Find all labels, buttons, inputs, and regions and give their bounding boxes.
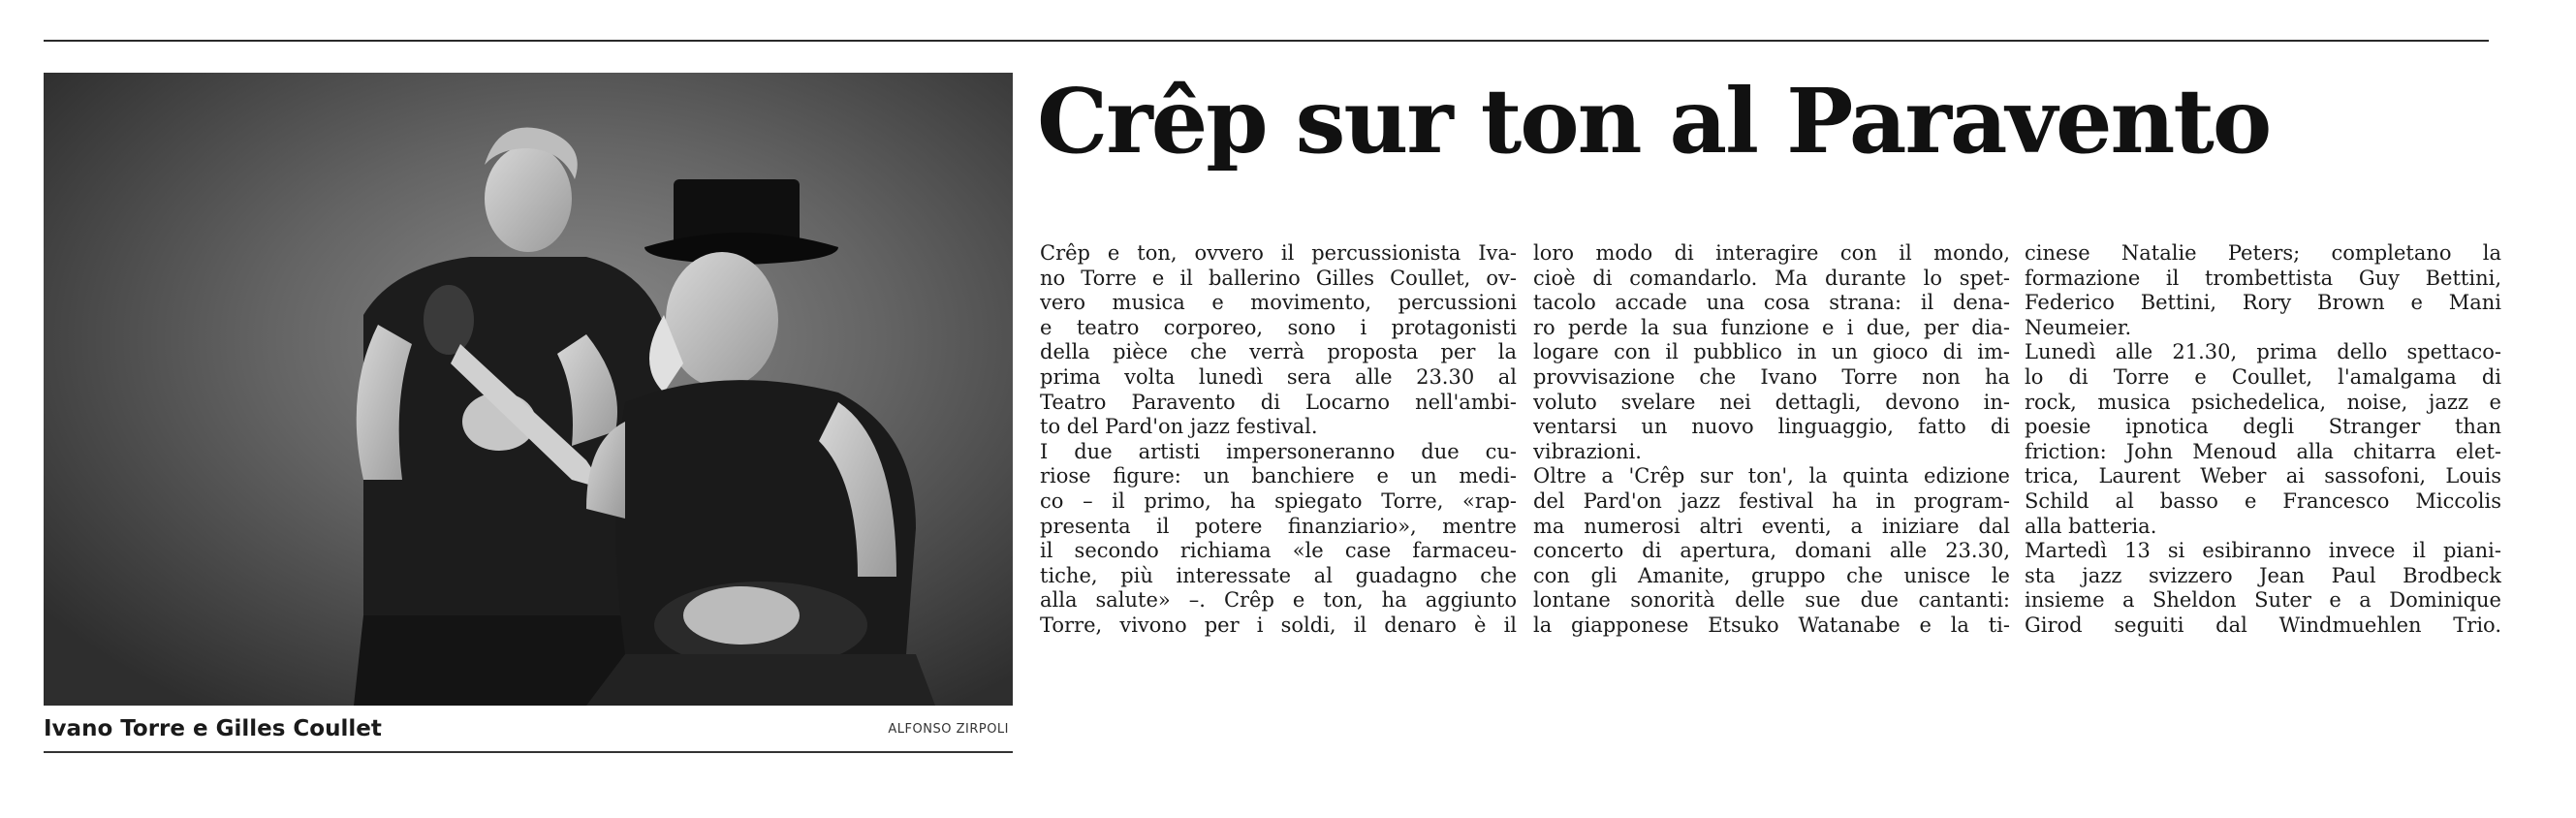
- text-line: Lunedì alle 21.30, prima dello spettaco-: [2025, 340, 2501, 364]
- text-line: presenta il potere finanziario», mentre: [1040, 514, 1517, 538]
- text-line: Martedì 13 si esibiranno invece il piani-: [2025, 539, 2501, 563]
- text-line: cinese Natalie Peters; completano la: [2025, 241, 2501, 265]
- text-line: vero musica e movimento, percussioni: [1040, 291, 1517, 315]
- text-line: Neumeier.: [2025, 315, 2132, 339]
- text-line: no Torre e il ballerino Gilles Coullet, ov-: [1040, 266, 1517, 290]
- photo-caption-row: [44, 713, 1013, 746]
- text-line: Federico Bettini, Rory Brown e Mani: [2025, 291, 2501, 315]
- text-line: Schild al basso e Francesco Miccolis: [2025, 488, 2501, 513]
- text-line: insieme a Sheldon Suter e a Dominique: [2025, 588, 2501, 613]
- text-line: trica, Laurent Weber ai sassofoni, Louis: [2025, 464, 2501, 488]
- text-line: la giapponese Etsuko Watanabe e la ti-: [1533, 613, 2010, 637]
- photo-caption: Ivano Torre e Gilles Coullet: [44, 716, 382, 741]
- caption-rule: [44, 751, 1013, 753]
- text-line: poesie ipnotica degli Stranger than: [2025, 415, 2501, 439]
- text-line: ventarsi un nuovo linguaggio, fatto di: [1533, 415, 2010, 439]
- text-line: Oltre a 'Crêp sur ton', la quinta edizione: [1533, 464, 2010, 488]
- text-line: alla batteria.: [2025, 514, 2157, 538]
- text-line: prima volta lunedì sera alle 23.30 al: [1040, 364, 1517, 389]
- text-line: concerto di apertura, domani alle 23.30,: [1533, 539, 2010, 563]
- text-line: Crêp e ton, ovvero il percussionista Iva-: [1040, 241, 1517, 265]
- text-line: ma numerosi altri eventi, a iniziare dal: [1533, 514, 2010, 538]
- text-line: voluto svelare nei dettagli, devono in-: [1533, 390, 2010, 414]
- text-line: alla salute» –. Crêp e ton, ha aggiunto: [1040, 588, 1517, 613]
- text-line: del Pard'on jazz festival ha in program-: [1533, 488, 2010, 513]
- text-line: riose figure: un banchiere e un medi-: [1040, 464, 1517, 488]
- text-line: loro modo di interagire con il mondo,: [1533, 241, 2010, 265]
- article-column-1: [1040, 241, 1517, 639]
- text-line: I due artisti impersoneranno due cu-: [1040, 439, 1517, 463]
- article-column-3: [2025, 241, 2501, 639]
- text-line: ro perde la sua funzione e i due, per dia-: [1533, 315, 2010, 339]
- text-line: tacolo accade una cosa strana: il dena-: [1533, 291, 2010, 315]
- text-line: Teatro Paravento di Locarno nell'ambi-: [1040, 390, 1517, 414]
- text-line: della pièce che verrà proposta per la: [1040, 340, 1517, 364]
- text-line: e teatro corporeo, sono i protagonisti: [1040, 315, 1517, 339]
- text-line: to del Pard'on jazz festival.: [1040, 415, 1318, 439]
- top-rule: [44, 40, 2489, 42]
- text-line: provvisazione che Ivano Torre non ha: [1533, 364, 2010, 389]
- text-line: vibrazioni.: [1533, 439, 1642, 463]
- text-line: co – il primo, ha spiegato Torre, «rap-: [1040, 488, 1517, 513]
- text-line: con gli Amanite, gruppo che unisce le: [1533, 563, 2010, 587]
- text-line: sta jazz svizzero Jean Paul Brodbeck: [2025, 563, 2501, 587]
- text-line: logare con il pubblico in un gioco di im-: [1533, 340, 2010, 364]
- text-line: friction: John Menoud alla chitarra elet-: [2025, 439, 2501, 463]
- text-line: Torre, vivono per i soldi, il denaro è il: [1040, 613, 1517, 637]
- text-line: Girod seguiti dal Windmuehlen Trio.: [2025, 613, 2501, 637]
- text-line: lontane sonorità delle sue due cantanti:: [1533, 588, 2010, 613]
- text-line: tiche, più interessate al guadagno che: [1040, 563, 1517, 587]
- photo-credit: ALFONSO ZIRPOLI: [888, 722, 1009, 737]
- photo-illustration: [44, 73, 1013, 706]
- article-column-2: [1533, 241, 2010, 639]
- text-line: cioè di comandarlo. Ma durante lo spet-: [1533, 266, 2010, 290]
- article-photo: [44, 73, 1013, 706]
- text-line: lo di Torre e Coullet, l'amalgama di: [2025, 364, 2501, 389]
- text-line: il secondo richiama «le case farmaceu-: [1040, 539, 1517, 563]
- article-headline: Crêp sur ton al Paravento: [1037, 69, 2271, 173]
- text-line: rock, musica psichedelica, noise, jazz e: [2025, 390, 2501, 414]
- text-line: formazione il trombettista Guy Bettini,: [2025, 266, 2501, 290]
